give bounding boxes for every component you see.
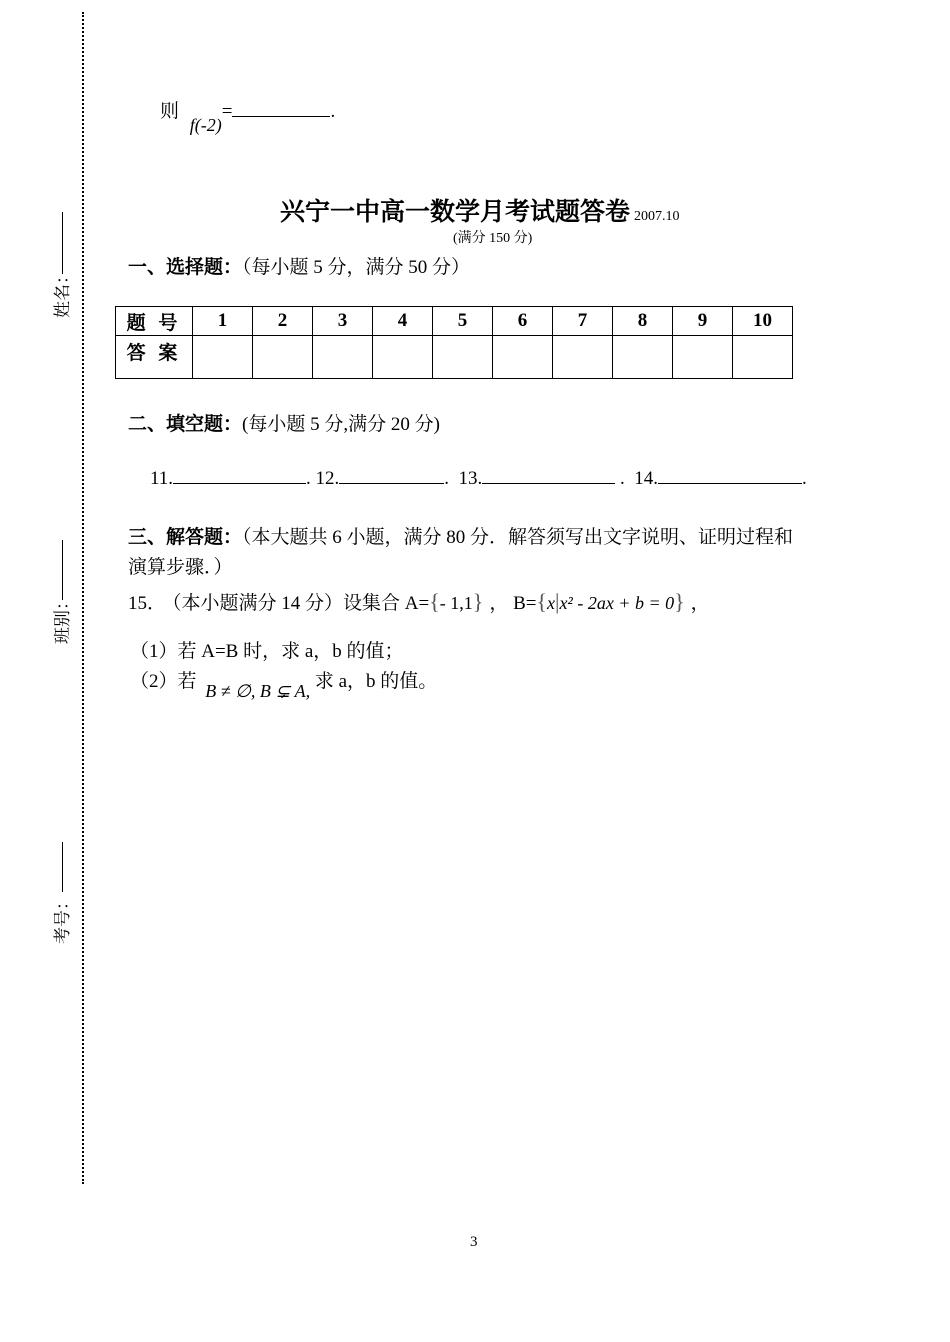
answer-cell[interactable] bbox=[433, 336, 493, 379]
section1-note: （每小题 5 分，满分 50 分） bbox=[242, 257, 471, 278]
section2-heading: 二、填空题： bbox=[128, 414, 243, 435]
section1-heading-line bbox=[128, 252, 470, 279]
equals-sign: = bbox=[221, 101, 233, 122]
section2-note: (每小题 5 分,满分 20 分) bbox=[242, 414, 440, 435]
set-b-left-brace: { bbox=[536, 589, 548, 614]
page-number: 3 bbox=[470, 1234, 478, 1250]
blank-13[interactable] bbox=[482, 467, 615, 484]
title-date: 2007.10 bbox=[634, 209, 680, 224]
set-b-prefix: ， B= bbox=[489, 593, 537, 614]
answer-cell[interactable] bbox=[553, 336, 613, 379]
section3-heading: 三、解答题： bbox=[128, 527, 243, 548]
answer-cell[interactable] bbox=[673, 336, 733, 379]
blank-14[interactable] bbox=[658, 467, 802, 484]
problem15-number: 15． bbox=[128, 593, 167, 614]
question-number-cell: 8 bbox=[613, 307, 673, 336]
answer-cell[interactable] bbox=[193, 336, 253, 379]
set-b-condition: x² - 2ax + b = 0 bbox=[559, 593, 675, 613]
blank-label-13: 13. bbox=[458, 468, 483, 489]
top-prefix: 则 bbox=[160, 101, 180, 122]
question-number-cell: 5 bbox=[433, 307, 493, 336]
problem15-intro: （本小题满分 14 分）设集合 A= bbox=[172, 593, 430, 614]
problem15-line bbox=[128, 588, 710, 615]
name-underline bbox=[62, 212, 63, 274]
set-a-right-brace: } bbox=[472, 589, 484, 614]
section3-heading-line bbox=[128, 522, 793, 549]
top-question-line bbox=[160, 96, 336, 135]
question-number-cell: 9 bbox=[673, 307, 733, 336]
fill-blank-line: 11. . 12. . 13. . 14. . bbox=[150, 468, 807, 489]
part2-condition: B ≠ ∅, B ⊊ A, bbox=[205, 681, 311, 701]
exam-no-label: 考号： bbox=[53, 893, 72, 944]
answer-table-answer-row bbox=[116, 336, 793, 379]
question-number-cell: 2 bbox=[253, 307, 313, 336]
question-number-cell: 1 bbox=[193, 307, 253, 336]
answer-table-header-row bbox=[116, 307, 793, 336]
answer-cell[interactable] bbox=[253, 336, 313, 379]
part2-prefix: （2）若 bbox=[130, 671, 197, 692]
answer-cell[interactable] bbox=[733, 336, 793, 379]
blank-label-12: 12. bbox=[315, 468, 340, 489]
answer-table bbox=[115, 306, 793, 379]
top-suffix: . bbox=[330, 101, 336, 122]
section2-heading-line bbox=[128, 409, 440, 436]
f-expression: f(-2) bbox=[189, 115, 222, 135]
problem15-end: ， bbox=[690, 593, 710, 614]
binding-dotted-line bbox=[82, 12, 84, 1184]
answer-cell[interactable] bbox=[313, 336, 373, 379]
blank-label-14: 14. bbox=[634, 468, 659, 489]
problem15-part1: （1）若 A=B 时，求 a，b 的值； bbox=[130, 641, 404, 662]
part2-suffix: 求 a，b 的值。 bbox=[310, 671, 438, 692]
set-a-left-brace: { bbox=[429, 589, 440, 614]
name-label: 姓名： bbox=[53, 267, 72, 318]
exam-no-underline bbox=[62, 842, 63, 892]
blank-11[interactable] bbox=[173, 467, 306, 484]
set-b-variable: x bbox=[547, 593, 556, 613]
question-number-label: 题 号 bbox=[116, 307, 193, 336]
section3-note-line2: 演算步骤．） bbox=[128, 557, 233, 578]
question-number-cell: 10 bbox=[733, 307, 793, 336]
answer-cell[interactable] bbox=[373, 336, 433, 379]
answer-cell[interactable] bbox=[613, 336, 673, 379]
blank-label-11: 11. bbox=[150, 468, 174, 489]
set-a-elements: - 1,1 bbox=[439, 593, 473, 613]
title-text: 兴宁一中高一数学月考试题答卷 bbox=[280, 197, 631, 226]
class-label: 班别： bbox=[53, 593, 72, 644]
set-b-right-brace: } bbox=[674, 589, 685, 614]
question-number-cell: 7 bbox=[553, 307, 613, 336]
problem15-part2 bbox=[130, 666, 438, 701]
answer-label: 答 案 bbox=[116, 336, 193, 379]
question-number-cell: 6 bbox=[493, 307, 553, 336]
section3-note-line1: （本大题共 6 小题，满分 80 分．解答须写出文字说明、证明过程和 bbox=[242, 527, 794, 548]
blank-12[interactable] bbox=[339, 467, 444, 484]
full-marks-subtitle: (满分 150 分) bbox=[453, 231, 533, 246]
section1-heading: 一、选择题： bbox=[128, 257, 243, 278]
page-title bbox=[280, 192, 680, 228]
question-number-cell: 3 bbox=[313, 307, 373, 336]
set-b-separator: | bbox=[555, 589, 560, 614]
answer-cell[interactable] bbox=[493, 336, 553, 379]
question-number-cell: 4 bbox=[373, 307, 433, 336]
class-underline bbox=[62, 540, 63, 600]
top-answer-blank bbox=[232, 100, 330, 117]
